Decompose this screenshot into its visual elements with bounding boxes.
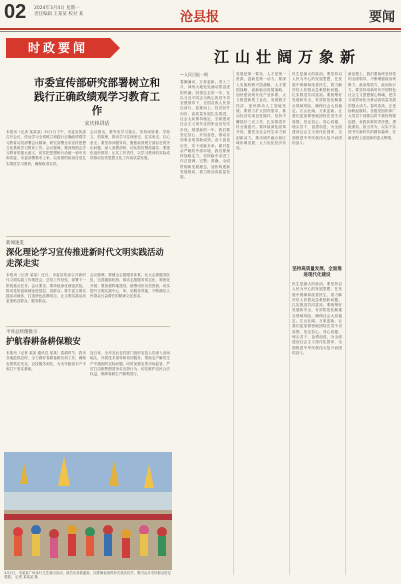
lead-body-left: 本报讯（记者 某某某）3月1日下午，市委宣传部召开会议，传达学习全省树立和践行正确政绩观学习教育动员部署会议精神，研究部署全市宣传思想文化系统学习教育工作。会议强调，要深刻领会学习教育的重大意义，切实把思想和行动统一到中央和省委、市委部署要求上来，以高度的政治自觉扎实推进学习教育，确保取得实效。 xyxy=(6,130,86,166)
parade-photo-illustration xyxy=(4,452,172,570)
story3-body-right: 连日来，全市农业农村部门组织农技人员深入田间地头，开展技术指导和培训服务，帮助农户解决生产中遇到的实际问题。同时加强农资市场监管，严厉打击制售假冒伪劣农资行为，切实维护农民合法权益，保障春耕生产顺利进行。 xyxy=(90,351,170,377)
main-article-col-3: 民生是最大的政治。要坚持以人民为中心的发展思想，在发展中保障和改善民生，着力解决好人民群众急难愁盼问题，扎实推进共同富裕。要统筹好发展和安全，有效防范化解重点领域风险，确保社会大局稳定。江山壮阔，万象更新。让我们更加紧密地团结在党中央周围，坚定信心、同心同德，埋头苦干、奋勇前进，为全面建设社会主义现代化国家、全面推进中华民族伟大复兴而团结奋斗。 xyxy=(292,72,342,145)
story2-body-right: 会议强调，要健全志愿服务体系，壮大志愿服务队伍，完善激励机制，推动志愿服务常态化、制度化开展；要加强阵地建设，统筹用好各类资源，切实提升文明实践中心、所、站服务效能，不断满足人民群众日益增长的精神文化需求。 xyxy=(90,273,170,299)
newspaper-masthead: 沧县报 xyxy=(180,10,220,25)
date-line xyxy=(34,6,83,18)
main-article-col-4: 新征程上，我们要始终坚持党的全面领导，不断增强政治判断力、政治领悟力、政治执行力。要坚持用新时代中国特色社会主义思想凝心铸魂，把学习成效转化为推动高质量发展的强大动力。春风浩荡，正是扬帆起航时。各级党组织和广大党员干部要以时不我待的紧迫感、舍我其谁的责任感，勇挑重担、担当作为，以实干实绩书写新时代的精彩篇章，在新征程上创造新的更大辉煌。 xyxy=(348,72,396,140)
story-divider-1 xyxy=(6,236,170,237)
main-article-title: 江山壮阔万象新 xyxy=(213,48,361,66)
lead-byline: 宋庆林讲话 xyxy=(84,121,110,127)
main-article-col-3b: 民生是最大的政治。要坚持以人民为中心的发展思想，在发展中保障和改善民生，着力解决好人民群众急难愁盼问题，扎实推进共同富裕。要统筹好发展和安全，有效防范化解重点领域风险，确保社会大局稳定。江山壮阔，万象更新。让我们更加紧密地团结在党中央周围，坚定信心、同心同德，埋头苦干、奋勇前进，为全面建设社会主义现代化国家、全面推进中华民族伟大复兴而团结奋斗。 xyxy=(292,282,342,355)
story3-kicker: 平亮总经理批示 xyxy=(6,330,38,335)
date-line-2: 责任编辑 王某某 校对 某 xyxy=(34,12,84,17)
date-line-1: 2024年3月4日 星期一 xyxy=(34,6,80,11)
header-rule xyxy=(0,28,401,30)
story2-headline: 深化理论学习宣传推进新时代文明实践活动走深走实 xyxy=(6,247,164,268)
page-number: 02 xyxy=(4,1,27,23)
story2-body-left: 本报讯（记者 某某）近日，市委宣传部召开新时代文明实践工作推进会，总结工作经验，部署下一阶段重点任务。会议要求，要持续深化理论武装，推动党的创新理论进基层、进群众；要丰富文明实践活动载体，打造特色品牌项目，让文明实践活动更加贴近群众、服务群众。 xyxy=(6,273,86,304)
story-divider-2 xyxy=(6,326,170,327)
lead-headline: 市委宣传部研究部署树立和践行正确政绩观学习教育工作 xyxy=(34,77,160,117)
section-banner: 时政要闻 xyxy=(6,38,110,58)
news-photo xyxy=(4,452,172,570)
column-separator xyxy=(345,70,346,575)
main-article-col-2: 发展是第一要务，人才是第一资源，创新是第一动力。要深入实施科教兴国战略、人才强国战略、创新驱动发展战略，加快建设现代化产业体系，大力推进新型工业化，发展数字经济，加快推动人工智能发展。要着力扩大国内需求，推动经济实现良性循环，坚持不懈抓好三农工作，扎实推进乡村全面振兴。要持续深化改革开放，激发全社会内生动力和创新活力，推动城乡融合和区域协调发展，大力优化经济布局。 xyxy=(236,72,286,151)
story2-kicker: 新闻速览 xyxy=(6,241,24,246)
story3-headline: 护航春耕备耕保粮安 xyxy=(6,336,81,346)
lead-body-right: 会议指出，要突出学习重点，坚持读原著、学原文、悟原理，推动学习往深里走、往实里走、往心里走；要坚持问题导向，聚焦政绩观方面存在的突出问题，深入查摆剖析，切实抓好整改落实；要强化组织领导，压实工作责任，以学习教育的实际成效推动宣传思想文化工作高质量发展。 xyxy=(90,130,170,161)
main-article-col-1: 春潮涌动，万象更新。进入三月，神州大地处处涌动着奋进的热潮。回望过去的一年，在以习近平同志为核心的党中央坚强领导下，全国各族人民顶压前行、迎难而上，经济回升向好，高质量发展扎实推进，社会大局保持稳定，全面建设社会主义现代化国家迈出坚实步伐。展望新的一年，我们要坚定信心、开拓奋进，推动各项事业取得新成效。奋斗创造历史，实干成就未来。面对复杂严峻的外部环境，我们要保持战略定力，坚持稳中求进工作总基调，完整、准确、全面贯彻新发展理念，加快构建新发展格局，着力推动高质量发展。 xyxy=(180,80,230,180)
main-article-subhead: 坚持高质量发展，全面推进现代化建设 xyxy=(292,267,342,278)
main-article-kicker: —人民日报一则 xyxy=(180,72,208,77)
header-rule-thin xyxy=(0,31,401,32)
column-separator xyxy=(233,70,234,575)
section-tag: 要闻 xyxy=(368,10,395,25)
column-separator xyxy=(289,70,290,575)
story3-body-left: 本报讯（记者 某某 通讯员 某某）春耕时节，我市各地抢抓农时，全力做好春耕备耕各项工作，确保农资供应充足、农技服务到位，为全年粮食丰产丰收打下坚实基础。 xyxy=(6,351,86,371)
photo-caption: 3月1日，市某某广场举行文艺演出活动，演员们身着盛装，以歌舞表演的形式欢庆佳节，吸引众多市民群众驻足观看。 记者 某某某 摄 xyxy=(4,571,172,580)
